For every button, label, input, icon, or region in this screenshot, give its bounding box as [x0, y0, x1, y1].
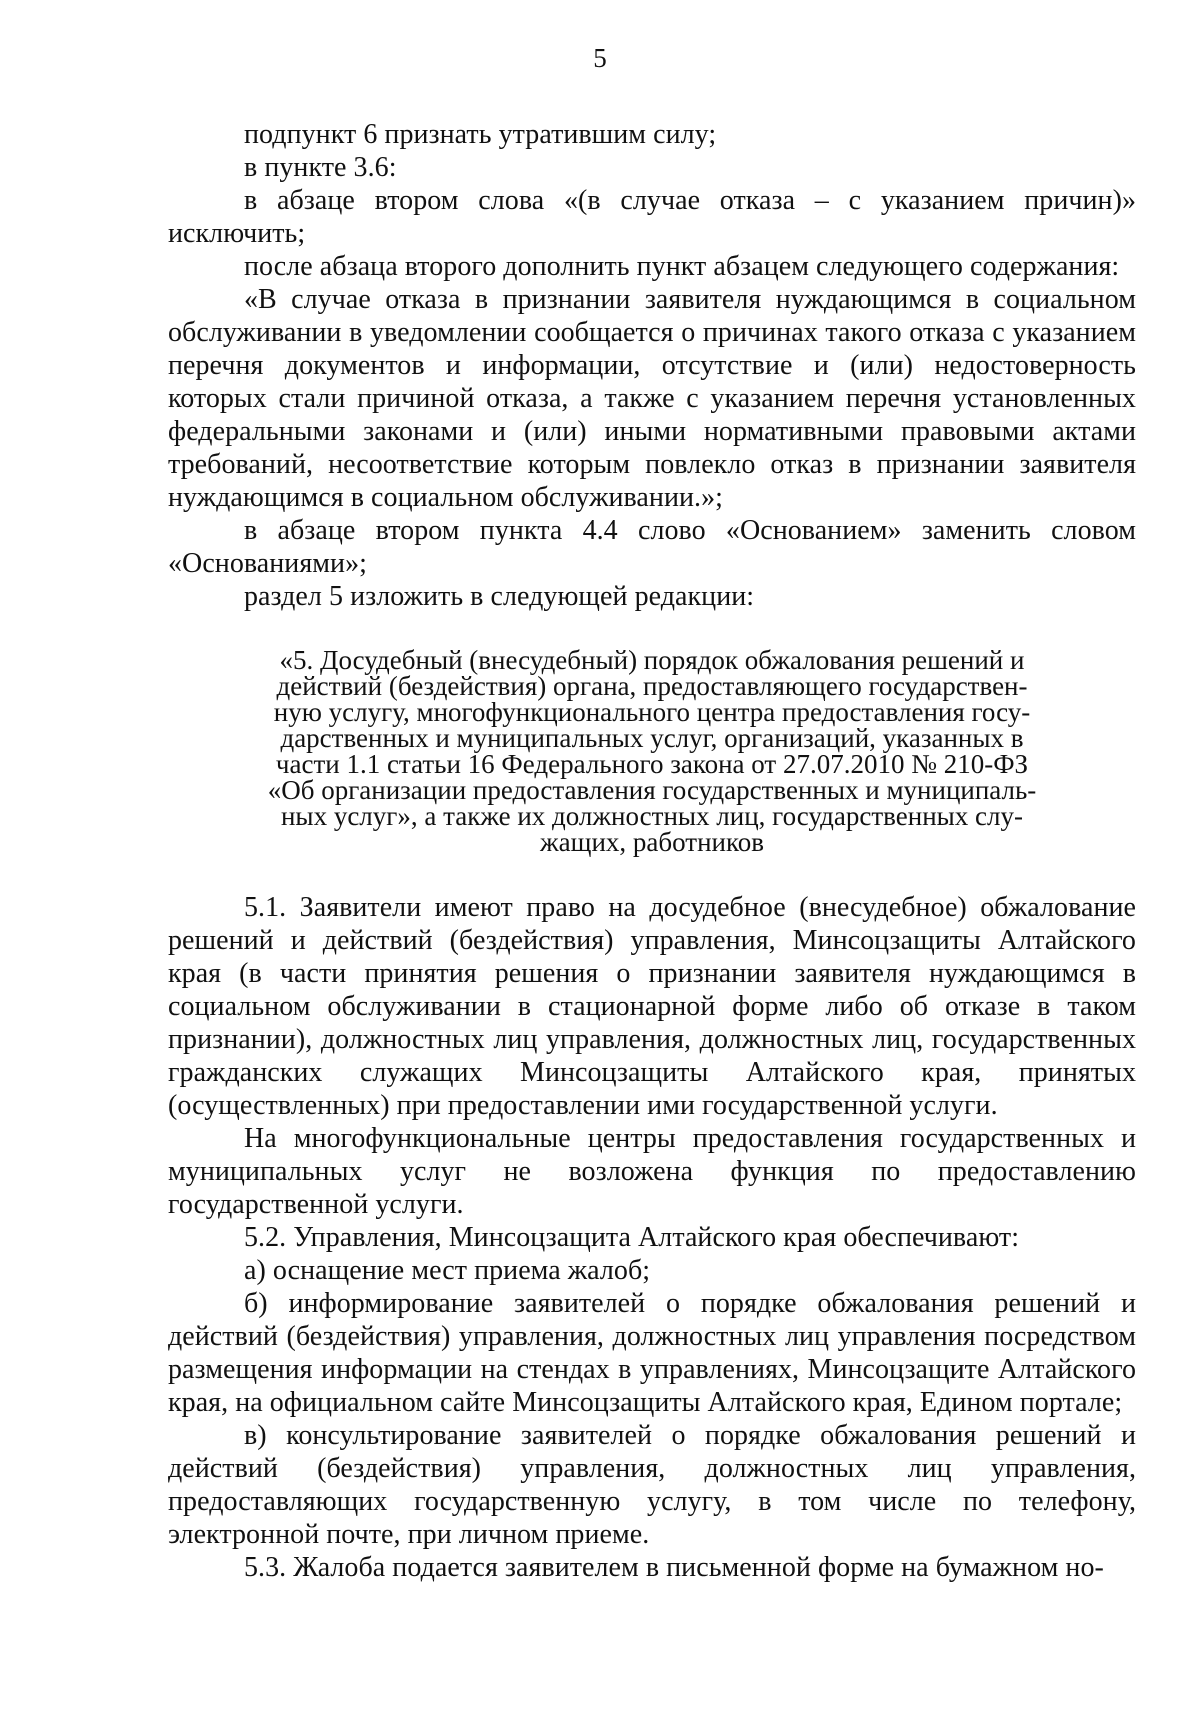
- paragraph: На многофункциональные центры предоставления государственных и муниципальных услуг не возложена функция по предоставлению государственной услуги.: [168, 1123, 1136, 1220]
- paragraph: в) консультирование заявителей о порядке обжалования решений и действий (бездействия) управления, должностных лиц управления, предоставляющих государственную услугу, в том числе по телефону, электронной почте, при личном приеме.: [168, 1420, 1136, 1550]
- paragraph: в абзаце втором пункта 4.4 слово «Основанием» заменить словом «Основаниями»;: [168, 515, 1136, 579]
- page-number: 5: [593, 43, 607, 73]
- heading-line: дарственных и муниципальных услуг, организаций, указанных в: [280, 723, 1024, 753]
- heading-line: жащих, работников: [540, 827, 764, 857]
- heading-line: «5. Досудебный (внесудебный) порядок обжалования решений и: [279, 645, 1025, 675]
- paragraph: в пункте 3.6:: [244, 152, 397, 183]
- paragraph: б) информирование заявителей о порядке обжалования решений и действий (бездействия) управления, должностных лиц управления посредством размещения информации на стендах в управлениях, Минсоцзащите Алтайского края, на официальном сайте Минсоцзащиты Алтайского края, Едином портале;: [168, 1288, 1136, 1418]
- paragraph: а) оснащение мест приема жалоб;: [244, 1255, 651, 1286]
- paragraph: в абзаце втором слова «(в случае отказа – с указанием причин)» исключить;: [168, 185, 1136, 249]
- paragraph: после абзаца второго дополнить пункт абзацем следующего содержания:: [244, 251, 1120, 282]
- heading-line: действий (бездействия) органа, предоставляющего государствен-: [276, 671, 1028, 701]
- heading-line: части 1.1 статьи 16 Федерального закона от 27.07.2010 № 210-ФЗ: [275, 749, 1029, 779]
- document-body: [168, 118, 1136, 1584]
- paragraph: 5.1. Заявители имеют право на досудебное (внесудебное) обжалование решений и действий (бездействия) управления, Минсоцзащиты Алтайского края (в части принятия решения о признании заявителя нуждающимся в социальном обслуживании в стационарной форме либо об отказе в таком признании), должностных лиц управления, должностных лиц, государственных гражданских служащих Минсоцзащиты Алтайского края, принятых (осуществленных) при предоставлении ими государственной услуги.: [168, 892, 1136, 1121]
- heading-line: «Об организации предоставления государственных и муниципаль-: [267, 775, 1037, 805]
- paragraph: 5.2. Управления, Минсоцзащита Алтайского края обеспечивают:: [244, 1222, 1020, 1253]
- heading-line: ных услуг», а также их должностных лиц, государственных слу-: [280, 801, 1023, 831]
- paragraph: 5.3. Жалоба подается заявителем в письменной форме на бумажном но-: [244, 1552, 1104, 1583]
- paragraph: раздел 5 изложить в следующей редакции:: [244, 581, 755, 612]
- heading-line: ную услугу, многофункционального центра предоставления госу-: [273, 697, 1031, 727]
- section-heading: [168, 647, 1136, 855]
- paragraph: «В случае отказа в признании заявителя нуждающимся в социальном обслуживании в уведомлении сообщается о причинах такого отказа с указанием перечня документов и информации, отсутствие и (или) недостоверность которых стали причиной отказа, а также с указанием перечня установленных федеральными законами и (или) иными нормативными правовыми актами требований, несоответствие которым повлекло отказ в признании заявителя нуждающимся в социальном обслуживании.»;: [168, 284, 1136, 513]
- paragraph: подпункт 6 признать утратившим силу;: [244, 119, 717, 150]
